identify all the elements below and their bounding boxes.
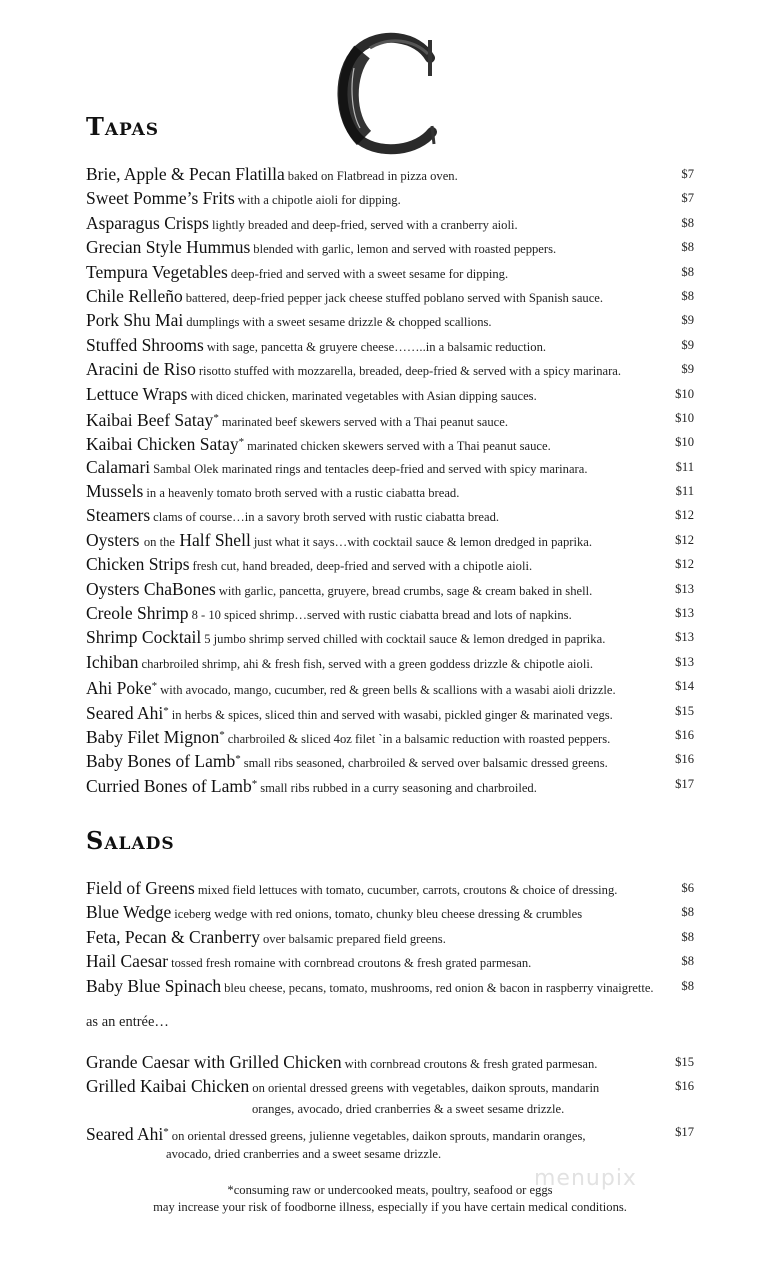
menu-item xyxy=(86,479,694,503)
salads-heading: Salads xyxy=(86,826,175,855)
menu-item xyxy=(86,308,694,332)
menu-item xyxy=(86,925,694,949)
item-price: $8 xyxy=(681,288,694,303)
item-description: fresh cut, hand breaded, deep-fried and served with a chipotle aioli. xyxy=(192,559,533,574)
item-price: $15 xyxy=(675,1055,694,1069)
salads-list xyxy=(86,876,694,998)
raw-warning-asterisk: * xyxy=(219,728,225,741)
item-price: $13 xyxy=(675,606,694,621)
item-description: dumplings with a sweet sesame drizzle & chopped scallions. xyxy=(186,315,492,330)
item-name: Baby Bones of Lamb* xyxy=(86,751,241,772)
item-name: Calamari xyxy=(86,456,151,477)
raw-warning-asterisk: * xyxy=(213,411,219,424)
menu-item xyxy=(86,382,694,406)
item-description: charbroiled shrimp, ahi & fresh fish, served with a green goddess drizzle & chipotle aioli. xyxy=(141,656,593,671)
item-name: Curried Bones of Lamb* xyxy=(86,775,258,796)
menu-item xyxy=(86,552,694,576)
item-name: Baby Blue Spinach xyxy=(86,975,222,996)
menu-item xyxy=(86,455,694,479)
item-description: battered, deep-fried pepper jack cheese stuffed poblano served with Spanish sauce. xyxy=(185,290,604,305)
menu-item xyxy=(86,1074,694,1098)
item-name: Asparagus Crisps xyxy=(86,212,209,233)
item-description: blended with garlic, lemon and served with roasted peppers. xyxy=(253,242,557,257)
menu-item xyxy=(86,625,694,649)
menu-item xyxy=(86,186,694,210)
item-description: marinated beef skewers served with a Thai peanut sauce. xyxy=(221,414,508,429)
menu-item xyxy=(86,577,694,601)
item-price: $7 xyxy=(681,191,694,206)
menu-item xyxy=(86,772,694,796)
item-name: Creole Shrimp xyxy=(86,603,189,624)
item-name: Kaibai Chicken Satay* xyxy=(86,434,245,455)
item-description: with garlic, pancetta, gruyere, bread crumbs, sage & cream baked in shell. xyxy=(218,583,593,598)
item-name: Grande Caesar with Grilled Chicken xyxy=(86,1052,342,1072)
entree-list xyxy=(86,1050,694,1165)
menu-item xyxy=(86,211,694,235)
item-price: $17 xyxy=(675,776,694,791)
item-price: $11 xyxy=(675,459,694,474)
item-price: $8 xyxy=(681,954,694,969)
item-name: Aracini de Riso xyxy=(86,359,196,380)
item-name: Grilled Kaibai Chicken xyxy=(86,1076,250,1097)
item-description: marinated chicken skewers served with a Thai peanut sauce. xyxy=(247,439,551,454)
item-name: Pork Shu Mai xyxy=(86,310,184,331)
item-description: with a chipotle aioli for dipping. xyxy=(237,193,401,208)
item-price: $10 xyxy=(675,410,694,425)
item-price: $9 xyxy=(681,362,694,377)
item-name: Chicken Strips xyxy=(86,554,190,575)
menu-item xyxy=(86,876,694,900)
item-description-continued: avocado, dried cranberries and a sweet sesame drizzle. xyxy=(166,1147,442,1162)
item-price: $8 xyxy=(681,264,694,279)
item-name-connector: on the xyxy=(143,534,175,549)
item-description: small ribs rubbed in a curry seasoning and charbroiled. xyxy=(260,780,537,795)
raw-warning-asterisk: * xyxy=(238,436,245,449)
item-description-continued: oranges, avocado, dried cranberries & a sweet sesame drizzle. xyxy=(252,1101,565,1116)
item-description: tossed fresh romaine with cornbread croutons & fresh grated parmesan. xyxy=(171,956,532,971)
item-name: Chile Relleño xyxy=(86,285,183,306)
footnote-line-2: may increase your risk of foodborne illness, especially if you have certain medical conditions. xyxy=(153,1200,627,1214)
item-name: Baby Filet Mignon* xyxy=(86,726,225,747)
item-price: $10 xyxy=(675,435,694,450)
item-price: $16 xyxy=(675,727,694,742)
item-description: with avocado, mango, cucumber, red & green bells & scallions with a wasabi aioli drizzle. xyxy=(160,683,616,698)
item-name: Oysters on the Half Shell xyxy=(86,529,251,550)
footnote-line-1: *consuming raw or undercooked meats, poultry, seafood or eggs xyxy=(227,1183,553,1197)
menu-item xyxy=(86,357,694,381)
tapas-list xyxy=(86,162,694,796)
item-name: Seared Ahi* xyxy=(86,702,169,723)
raw-warning-asterisk: * xyxy=(163,1125,169,1138)
item-description: deep-fried and served with a sweet sesame for dipping. xyxy=(230,266,509,281)
item-price: $15 xyxy=(675,703,694,718)
menu-item xyxy=(86,650,694,674)
raw-warning-asterisk: * xyxy=(151,680,158,693)
item-description: in a heavenly tomato broth served with a rustic ciabatta bread. xyxy=(146,486,460,501)
item-price: $9 xyxy=(681,337,694,352)
item-name: Feta, Pecan & Cranberry xyxy=(86,926,260,947)
item-name: Brie, Apple & Pecan Flatilla xyxy=(86,164,285,184)
item-price: $9 xyxy=(681,313,694,328)
menu-item xyxy=(86,528,694,552)
item-price: $10 xyxy=(675,386,694,401)
item-price: $16 xyxy=(675,1079,694,1094)
menu-item xyxy=(86,699,694,723)
item-name: Field of Greens xyxy=(86,878,195,898)
item-description: on oriental dressed greens, julienne vegetables, daikon sprouts, mandarin oranges, xyxy=(171,1128,586,1143)
item-price: $8 xyxy=(681,215,694,230)
raw-warning-asterisk: * xyxy=(235,753,241,766)
menu-item xyxy=(86,949,694,973)
menu-item xyxy=(86,601,694,625)
menu-item xyxy=(86,747,694,771)
item-description: clams of course…in a savory broth served with rustic ciabatta bread. xyxy=(153,510,500,525)
item-name: Shrimp Cocktail xyxy=(86,627,202,648)
item-price: $14 xyxy=(675,679,694,694)
item-description: with sage, pancetta & gruyere cheese……..in a balsamic reduction. xyxy=(206,339,547,354)
item-description: baked on Flatbread in pizza oven. xyxy=(287,169,458,183)
menu-item xyxy=(86,1050,694,1074)
item-name: Tempura Vegetables xyxy=(86,261,228,282)
item-name: Seared Ahi* xyxy=(86,1123,169,1144)
item-name: Sweet Pomme’s Frits xyxy=(86,188,235,209)
item-description: in herbs & spices, sliced thin and served with wasabi, pickled ginger & marinated vegs. xyxy=(171,707,613,722)
item-name: Mussels xyxy=(86,481,144,502)
item-description: mixed field lettuces with tomato, cucumber, carrots, croutons & choice of dressing. xyxy=(197,883,618,897)
entree-subheading: as an entrée… xyxy=(86,1014,169,1030)
item-description: iceberg wedge with red onions, tomato, chunky bleu cheese dressing & crumbles xyxy=(174,907,583,922)
menu-item xyxy=(86,284,694,308)
item-price: $8 xyxy=(681,905,694,920)
menu-item xyxy=(86,333,694,357)
menu-item xyxy=(86,406,694,430)
item-price: $12 xyxy=(675,557,694,572)
item-description: small ribs seasoned, charbroiled & served over balsamic dressed greens. xyxy=(243,756,608,771)
item-description: risotto stuffed with mozzarella, breaded, deep-fried & served with a spicy marinara. xyxy=(198,364,622,379)
item-description: on oriental dressed greens with vegetables, daikon sprouts, mandarin xyxy=(252,1081,600,1096)
item-price: $12 xyxy=(675,508,694,523)
item-name: Kaibai Beef Satay* xyxy=(86,409,219,430)
menu-item xyxy=(86,503,694,527)
footnote xyxy=(100,1182,680,1216)
item-name: Grecian Style Hummus xyxy=(86,237,251,258)
item-name: Hail Caesar xyxy=(86,951,169,972)
item-name: Steamers xyxy=(86,505,151,526)
item-name: Oysters ChaBones xyxy=(86,578,216,599)
item-description: lightly breaded and deep-fried, served with a cranberry aioli. xyxy=(211,217,518,232)
item-name: Lettuce Wraps xyxy=(86,383,188,404)
menu-item xyxy=(86,1120,694,1144)
item-price: $11 xyxy=(675,484,694,499)
item-price: $8 xyxy=(681,978,694,993)
item-price: $6 xyxy=(681,881,694,895)
item-description: 5 jumbo shrimp served chilled with cocktail sauce & lemon dredged in paprika. xyxy=(204,632,606,647)
menu-item xyxy=(86,235,694,259)
item-description: 8 - 10 spiced shrimp…served with rustic ciabatta bread and lots of napkins. xyxy=(191,608,572,623)
menu-item xyxy=(86,974,694,998)
menu-item xyxy=(86,430,694,454)
raw-warning-asterisk: * xyxy=(163,704,169,717)
item-description: over balsamic prepared field greens. xyxy=(262,931,446,946)
menu-item xyxy=(86,723,694,747)
item-price: $17 xyxy=(675,1124,694,1139)
item-price: $16 xyxy=(675,752,694,767)
item-description: with diced chicken, marinated vegetables with Asian dipping sauces. xyxy=(190,388,537,403)
item-price: $12 xyxy=(675,532,694,547)
item-description: with cornbread croutons & fresh grated parmesan. xyxy=(344,1057,598,1071)
menu-item xyxy=(86,260,694,284)
watermark: menupix xyxy=(534,1166,637,1191)
item-price: $13 xyxy=(675,654,694,669)
item-name: Stuffed Shrooms xyxy=(86,334,204,355)
menu-item xyxy=(86,900,694,924)
item-description: charbroiled & sliced 4oz filet `in a balsamic reduction with roasted peppers. xyxy=(227,731,611,746)
item-price: $8 xyxy=(681,240,694,255)
menu-item xyxy=(86,162,694,186)
item-price: $13 xyxy=(675,630,694,645)
item-description: just what it says…with cocktail sauce & lemon dredged in paprika. xyxy=(253,534,593,549)
brush-letter-c-logo-icon xyxy=(330,28,442,158)
item-price: $7 xyxy=(681,167,694,181)
item-name: Ahi Poke* xyxy=(86,678,158,699)
item-price: $8 xyxy=(681,929,694,944)
menu-item xyxy=(86,674,694,698)
item-price: $13 xyxy=(675,581,694,596)
item-description: bleu cheese, pecans, tomato, mushrooms, red onion & bacon in raspberry vinaigrette. xyxy=(224,980,654,995)
raw-warning-asterisk: * xyxy=(251,777,258,790)
tapas-heading: Tapas xyxy=(86,112,160,141)
item-description: Sambal Olek marinated rings and tentacles deep-fried and served with spicy marinara. xyxy=(153,461,588,476)
item-name: Ichiban xyxy=(86,651,139,672)
item-name: Blue Wedge xyxy=(86,902,172,923)
